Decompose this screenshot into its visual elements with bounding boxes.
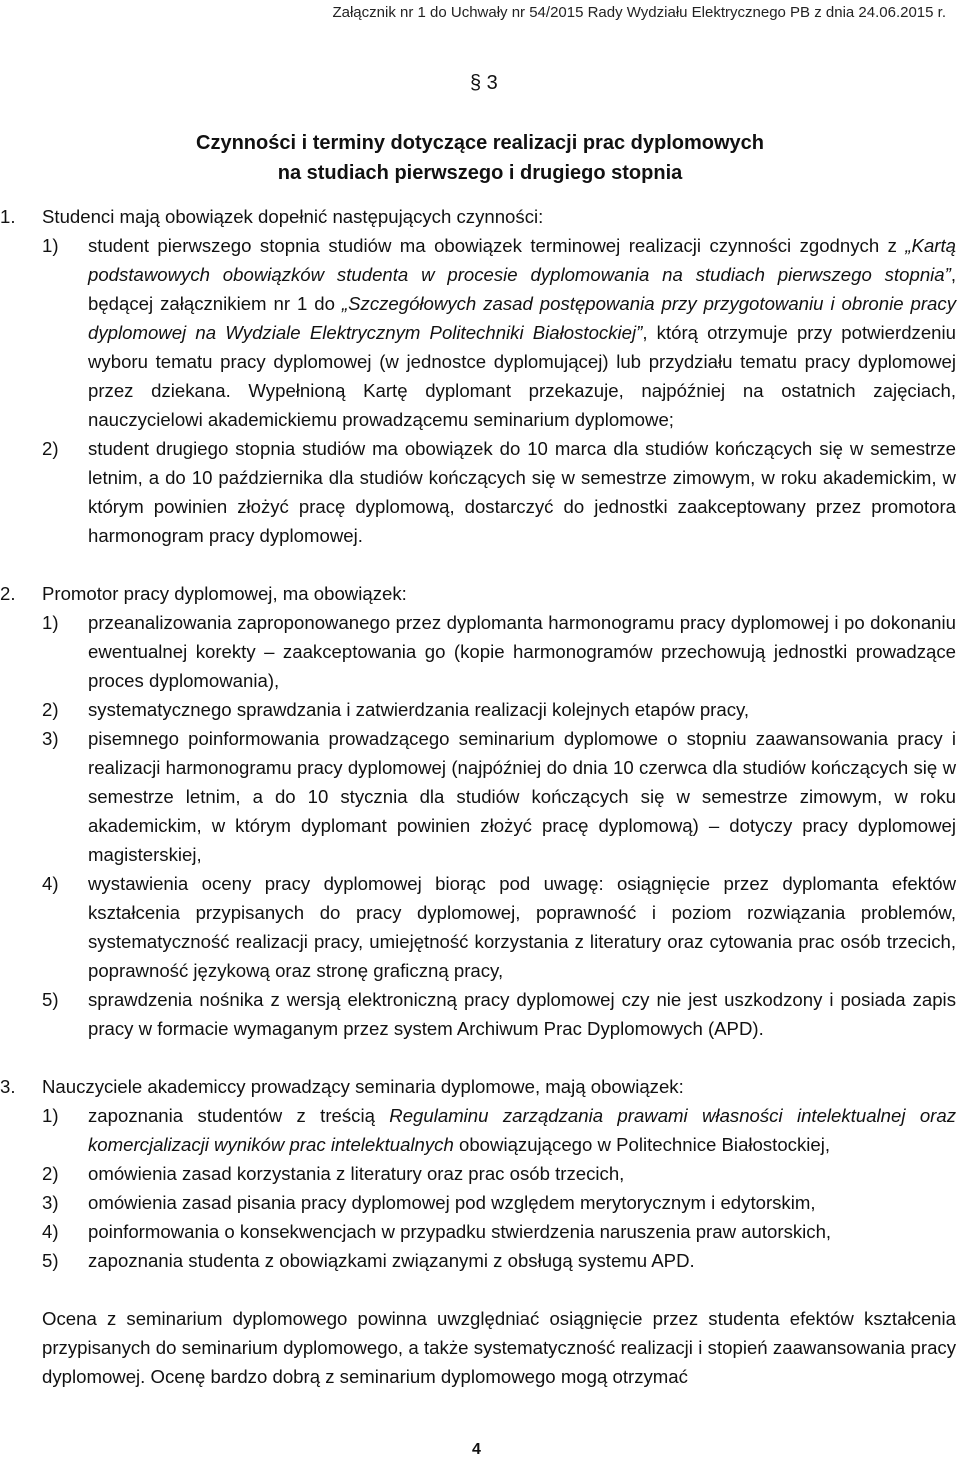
list-item [42, 1188, 956, 1217]
page-number: 4 [472, 1441, 481, 1458]
section-number: 2. [0, 583, 16, 604]
item-text: zapoznania studentów z treścią Regulaminu zarządzania prawami własności intelektualnej oraz komercjalizacji wyników prac intelektualnych obowiązującego w Politechnice Białostockiej, [88, 1105, 956, 1155]
emphasis: „Kartą podstawowych obowiązków studenta w procesie dyplomowania na studiach pierwszego stopnia” [88, 235, 956, 285]
section-number: 3. [0, 1076, 16, 1097]
item-number: 4) [42, 1221, 59, 1242]
attachment-header-note: Załącznik nr 1 do Uchwały nr 54/2015 Rady Wydziału Elektrycznego PB z dnia 24.06.2015 r. [332, 4, 946, 21]
emphasis: Regulaminu zarządzania prawami własności intelektualnej oraz komercjalizacji wyników prac intelektualnych [88, 1105, 956, 1155]
item-text: zapoznania studenta z obowiązkami związanymi z obsługą systemu APD. [88, 1250, 695, 1271]
section-2 [0, 579, 960, 1043]
list-item [42, 434, 956, 550]
list-item [42, 1246, 956, 1275]
document-body [0, 202, 960, 1391]
section-1 [0, 202, 960, 550]
item-text: systematycznego sprawdzania i zatwierdzania realizacji kolejnych etapów pracy, [88, 699, 750, 720]
item-text: poinformowania o konsekwencjach w przypadku stwierdzenia naruszenia praw autorskich, [88, 1221, 832, 1242]
section-number: 1. [0, 206, 16, 227]
list-item [42, 1217, 956, 1246]
section-intro: Promotor pracy dyplomowej, ma obowiązek: [42, 583, 407, 604]
title-line-2: na studiach pierwszego i drugiego stopnia [277, 162, 683, 184]
item-number: 3) [42, 728, 59, 749]
list-item [42, 608, 956, 695]
item-number: 2) [42, 699, 59, 720]
section-sign: § 3 [470, 72, 498, 94]
section-intro: Nauczyciele akademiccy prowadzący seminaria dyplomowe, mają obowiązek: [42, 1076, 684, 1097]
item-number: 1) [42, 235, 59, 256]
item-number: 1) [42, 1105, 59, 1126]
item-text: student drugiego stopnia studiów ma obowiązek do 10 marca dla studiów kończących się w semestrze letnim, a do 10 października dla studiów kończących się w semestrze zimowym, w roku akademickim, w którym powinien złożyć pracę dyplomową, dostarczyć do jednostki zaakceptowany przez promotora harmonogram pracy dyplomowej. [88, 438, 956, 546]
list-item [42, 985, 956, 1043]
item-text: omówienia zasad korzystania z literatury oraz prac osób trzecich, [88, 1163, 625, 1184]
list-item [42, 231, 956, 434]
section-intro: Studenci mają obowiązek dopełnić następujących czynności: [42, 206, 544, 227]
item-text: pisemnego poinformowania prowadzącego seminarium dyplomowe o stopniu zaawansowania pracy i realizacji harmonogramu pracy dyplomowej (najpóźniej do dnia 10 czerwca dla studiów kończących się w semestrze letnim, a do 10 stycznia dla studiów kończących się w semestrze zimowym, w roku akademickim, w którym dyplomant powinien złożyć pracę dyplomową) – dotyczy pracy dyplomowej magisterskiej, [88, 728, 956, 865]
closing-paragraph: Ocena z seminarium dyplomowego powinna uwzględniać osiągnięcie przez studenta efektów kształcenia przypisanych do seminarium dyplomowego, a także systematyczność realizacji i stopień zaawansowania pracy dyplomowej. Ocenę bardzo dobrą z seminarium dyplomowego mogą otrzymać [42, 1308, 956, 1387]
emphasis: „Szczegółowych zasad postępowania przy przygotowaniu i obronie pracy dyplomowej na Wydziale Elektrycznym Politechniki Białostockiej” [88, 293, 956, 343]
list-item [42, 1159, 956, 1188]
list-item [42, 724, 956, 869]
document-title [0, 128, 960, 188]
item-number: 5) [42, 1250, 59, 1271]
item-number: 3) [42, 1192, 59, 1213]
item-number: 1) [42, 612, 59, 633]
item-number: 2) [42, 1163, 59, 1184]
item-text: przeanalizowania zaproponowanego przez dyplomanta harmonogramu pracy dyplomowej i po dokonaniu ewentualnej korekty – zaakceptowania go (kopie harmonogramów przechowują jednostki prowadzące proces dyplomowania), [88, 612, 956, 691]
title-line-1: Czynności i terminy dotyczące realizacji prac dyplomowych [196, 132, 764, 154]
item-number: 2) [42, 438, 59, 459]
item-text: sprawdzenia nośnika z wersją elektroniczną pracy dyplomowej czy nie jest uszkodzony i posiada zapis pracy w formacie wymaganym przez system Archiwum Prac Dyplomowych (APD). [88, 989, 956, 1039]
list-item [42, 695, 956, 724]
item-text: student pierwszego stopnia studiów ma obowiązek terminowej realizacji czynności zgodnych z „Kartą podstawowych obowiązków studenta w procesie dyplomowania na studiach pierwszego stopnia”, będącej załącznikiem nr 1 do „Szczegółowych zasad postępowania przy przygotowaniu i obronie pracy dyplomowej na Wydziale Elektrycznym Politechniki Białostockiej”, którą otrzymuje przy potwierdzeniu wyboru tematu pracy dyplomowej (w jednostce dyplomującej) lub przydziału tematu pracy dyplomowej przez dziekana. Wypełnioną Kartę dyplomant przekazuje, najpóźniej na ostatnich zajęciach, nauczycielowi akademickiemu prowadzącemu seminarium dyplomowe; [88, 235, 956, 430]
item-number: 4) [42, 873, 59, 894]
item-text: omówienia zasad pisania pracy dyplomowej pod względem merytorycznym i edytorskim, [88, 1192, 816, 1213]
list-item [42, 869, 956, 985]
item-number: 5) [42, 989, 59, 1010]
item-text: wystawienia oceny pracy dyplomowej biorąc pod uwagę: osiągnięcie przez dyplomanta efektów kształcenia przypisanych do pracy dyplomowej, poprawność i poziom rozwiązania problemów, systematyczność realizacji pracy, umiejętność korzystania z literatury oraz cytowania prac osób trzecich, poprawność językową oraz stronę graficzną pracy, [88, 873, 956, 981]
section-3 [0, 1072, 960, 1275]
list-item [42, 1101, 956, 1159]
